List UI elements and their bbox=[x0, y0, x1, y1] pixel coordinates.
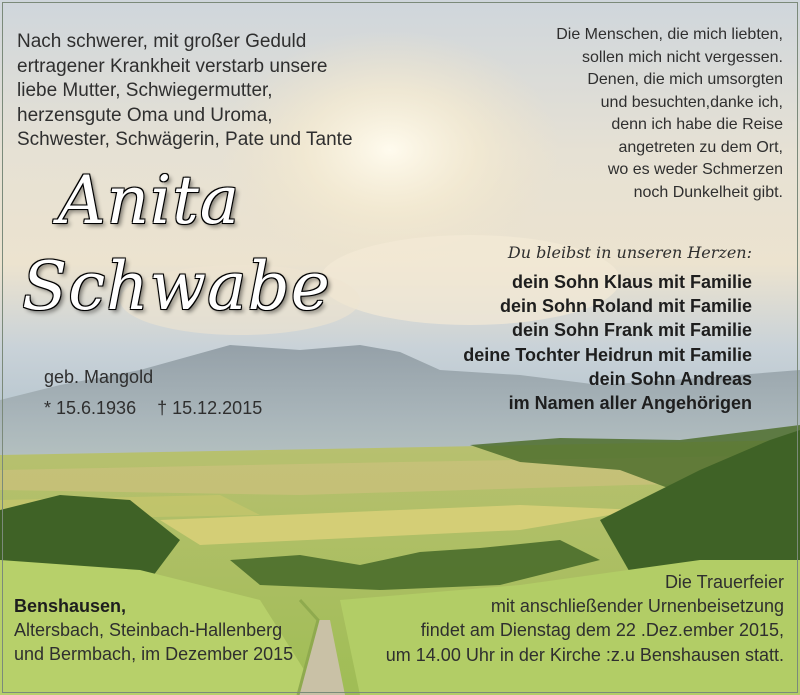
deceased-first-name: Anita bbox=[58, 162, 241, 239]
poem-line: wo es weder Schmerzen bbox=[607, 161, 783, 178]
poem-line: noch Dunkelheit gibt. bbox=[633, 183, 783, 201]
mourners-list bbox=[463, 270, 752, 415]
mourner-line: dein Sohn Andreas bbox=[588, 368, 752, 389]
intro-line: Nach schwerer, mit großer Geduld bbox=[17, 31, 307, 52]
poem-line: angetreten zu dem Ort, bbox=[618, 138, 783, 156]
mourners-heading: Du bleibst in unseren Herzen: bbox=[507, 243, 752, 262]
mourner-line: deine Tochter Heidrun mit Familie bbox=[463, 344, 752, 365]
place-details bbox=[14, 619, 293, 666]
funeral-notice bbox=[386, 570, 784, 667]
birth-date: * 15.6.1936 bbox=[44, 398, 137, 418]
intro-line: Schwester, Schwägerin, Pate und Tante bbox=[17, 129, 353, 150]
birth-name: geb. Mangold bbox=[44, 367, 154, 387]
place-town: Benshausen, bbox=[14, 596, 127, 616]
poem-line: Denen, die mich umsorgten bbox=[587, 71, 783, 88]
funeral-line: findet am Dienstag dem 22 .Dez.ember 2015, bbox=[420, 620, 784, 641]
funeral-line: um 14.00 Uhr in der Kirche :z.u Benshausen statt. bbox=[385, 644, 784, 665]
poem-line: Die Menschen, die mich liebten, bbox=[556, 26, 783, 43]
poem-line: sollen mich nicht vergessen. bbox=[582, 48, 783, 66]
funeral-line: mit anschließender Urnenbeisetzung bbox=[490, 596, 784, 617]
life-dates bbox=[44, 396, 278, 420]
funeral-line: Die Trauerfeier bbox=[664, 572, 784, 592]
deceased-last-name: Schwabe bbox=[22, 248, 331, 325]
mourner-line: dein Sohn Roland mit Familie bbox=[499, 296, 752, 317]
mourner-line: im Namen aller Angehörigen bbox=[508, 393, 752, 414]
place-line: und Bermbach, im Dezember 2015 bbox=[14, 643, 294, 664]
poem-text bbox=[483, 24, 783, 204]
poem-line: und besuchten,danke ich, bbox=[600, 93, 783, 111]
mourner-line: dein Sohn Klaus mit Familie bbox=[511, 272, 752, 292]
intro-line: liebe Mutter, Schwiegermutter, bbox=[17, 80, 273, 101]
intro-text bbox=[17, 30, 367, 153]
death-date: † 15.12.2015 bbox=[157, 398, 263, 418]
intro-line: herzensgute Oma und Uroma, bbox=[17, 104, 273, 126]
mourner-line: dein Sohn Frank mit Familie bbox=[511, 320, 752, 341]
place-line: Altersbach, Steinbach-Hallenberg bbox=[14, 620, 283, 640]
poem-line: denn ich habe die Reise bbox=[611, 116, 783, 133]
intro-line: ertragener Krankheit verstarb unsere bbox=[17, 55, 328, 77]
